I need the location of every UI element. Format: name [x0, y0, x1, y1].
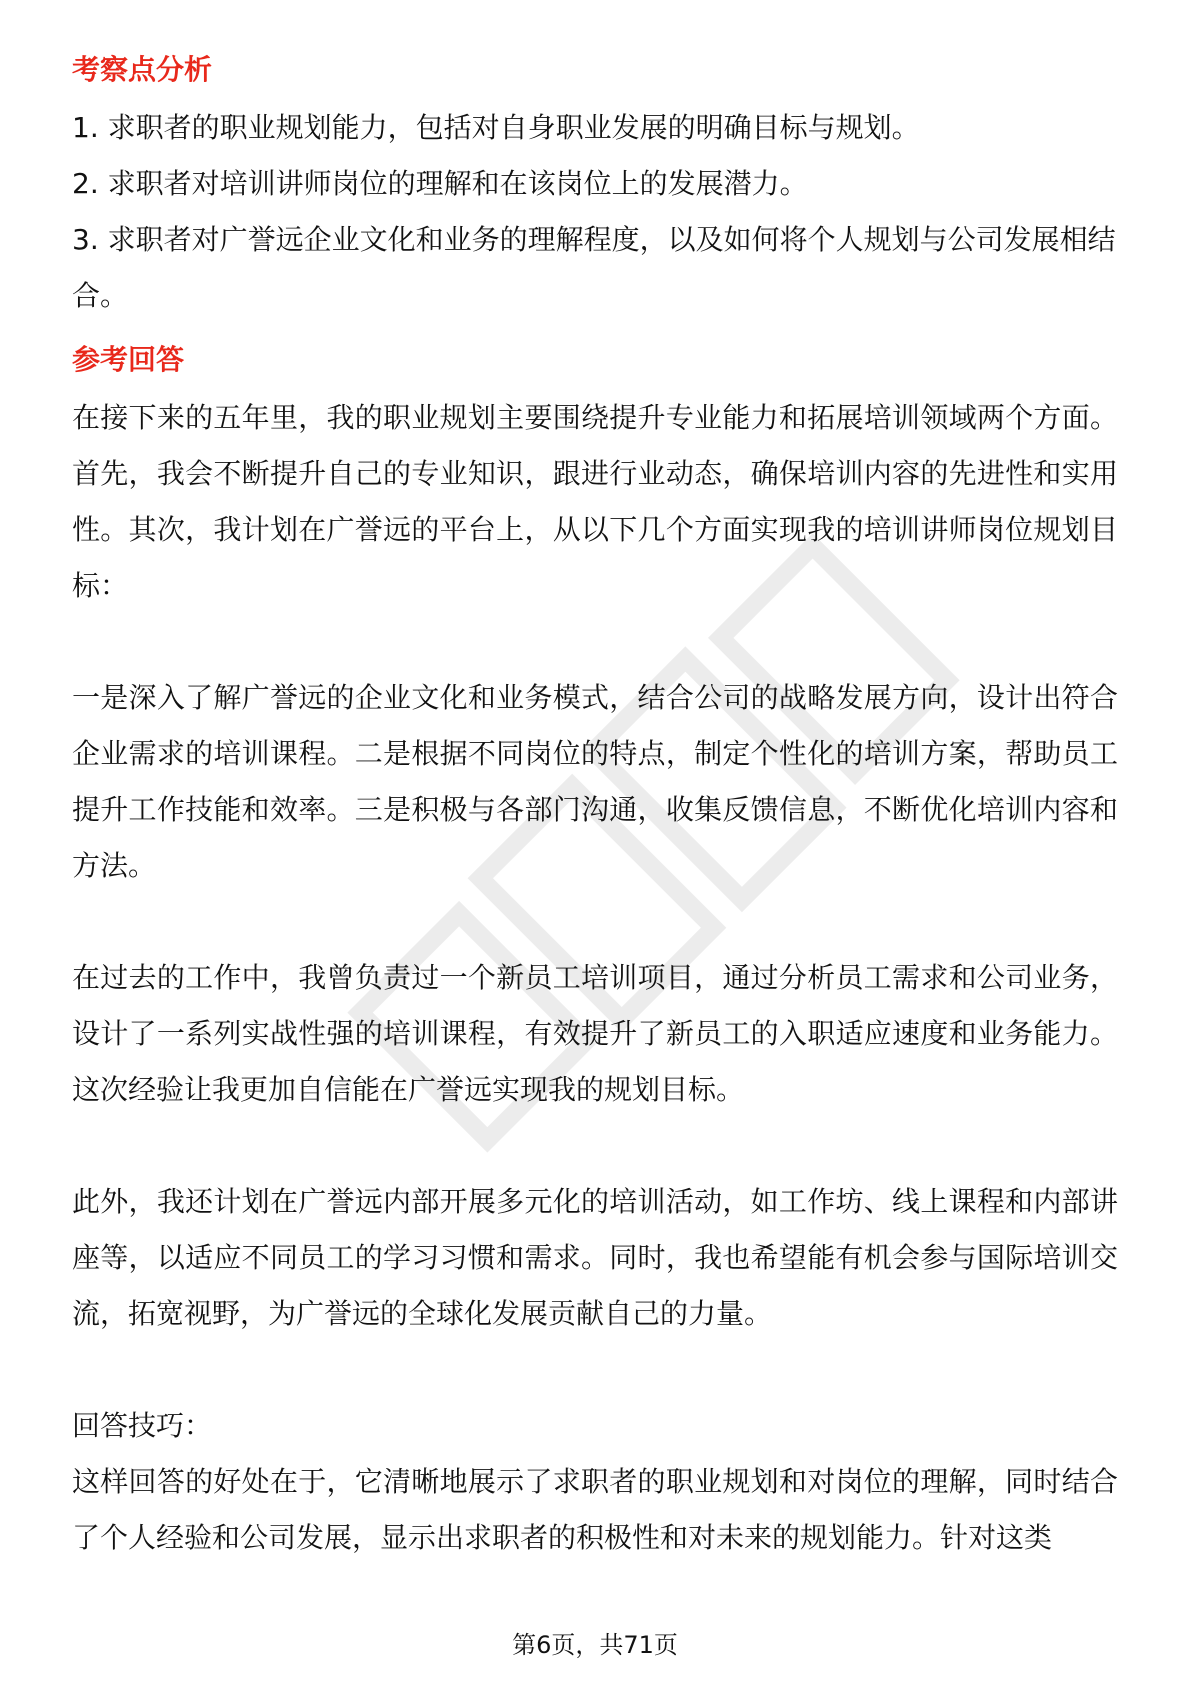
analysis-item-3: 3. 求职者对广誉远企业文化和业务的理解程度，以及如何将个人规划与公司发展相结合。 [72, 223, 1116, 312]
analysis-item-1: 1. 求职者的职业规划能力，包括对自身职业发展的明确目标与规划。 [72, 111, 920, 144]
analysis-item-2: 2. 求职者对培训讲师岗位的理解和在该岗位上的发展潜力。 [72, 167, 808, 200]
answer-paragraph-2: 一是深入了解广誉远的企业文化和业务模式，结合公司的战略发展方向，设计出符合企业需求的培训课程。二是根据不同岗位的特点，制定个性化的培训方案，帮助员工提升工作技能和效率。三是积极与各部门沟通，收集反馈信息，不断优化培训内容和方法。 [72, 681, 1118, 882]
answer-heading: 参考回答 [72, 343, 185, 376]
tips-text: 这样回答的好处在于，它清晰地展示了求职者的职业规划和对岗位的理解，同时结合了个人经验和公司发展，显示出求职者的积极性和对未来的规划能力。针对这类 [72, 1465, 1118, 1554]
answer-paragraph-4: 此外，我还计划在广誉远内部开展多元化的培训活动，如工作坊、线上课程和内部讲座等，以适应不同员工的学习习惯和需求。同时，我也希望能有机会参与国际培训交流，拓宽视野，为广誉远的全球化发展贡献自己的力量。 [72, 1185, 1118, 1330]
page-number: 第6页，共71页 [512, 1631, 678, 1659]
answer-paragraph-1: 在接下来的五年里，我的职业规划主要围绕提升专业能力和拓展培训领域两个方面。首先，我会不断提升自己的专业知识，跟进行业动态，确保培训内容的先进性和实用性。其次，我计划在广誉远的平台上，从以下几个方面实现我的培训讲师岗位规划目标： [72, 401, 1118, 602]
tips-label: 回答技巧： [72, 1409, 213, 1442]
document-page [72, 48, 1118, 1566]
answer-paragraph-3: 在过去的工作中，我曾负责过一个新员工培训项目，通过分析员工需求和公司业务，设计了一系列实战性强的培训课程，有效提升了新员工的入职适应速度和业务能力。这次经验让我更加自信能在广誉远实现我的规划目标。 [72, 961, 1118, 1106]
analysis-heading: 考察点分析 [72, 53, 213, 86]
